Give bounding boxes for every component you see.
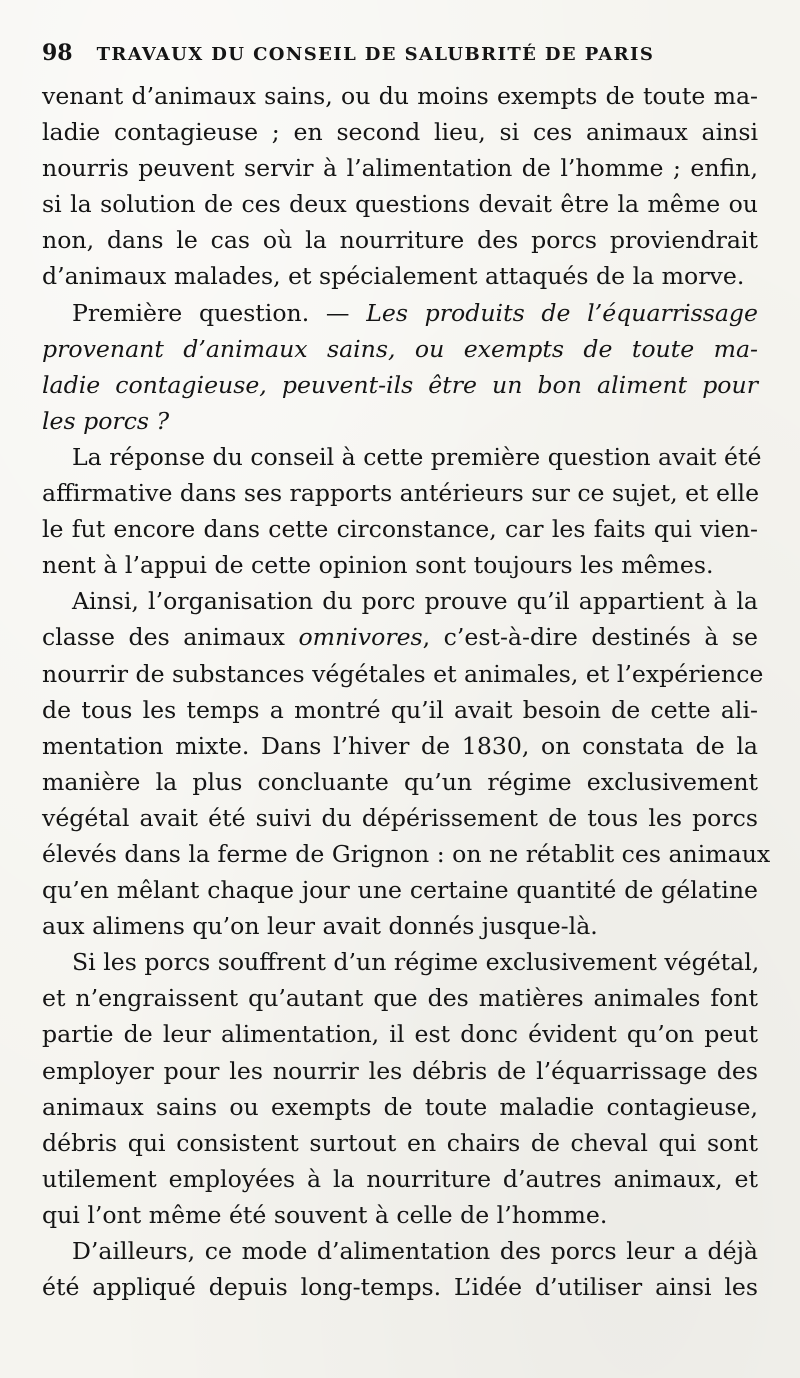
text-line: végétal avait été suivi du dépérissement de tous les porcs bbox=[42, 803, 758, 832]
text-line: manière la plus concluante qu’un régime exclusivement bbox=[42, 767, 758, 796]
text-line: non, dans le cas où la nourriture des porcs proviendrait bbox=[42, 226, 758, 255]
text-fragment: classe des animaux bbox=[42, 623, 299, 652]
text-line: D’ailleurs, ce mode d’alimentation des porcs leur a déjà bbox=[72, 1237, 758, 1265]
body-text bbox=[42, 78, 771, 1305]
text-line: nent à l’appui de cette opinion sont toujours les mêmes. bbox=[42, 551, 714, 580]
question-label: Première question. — bbox=[72, 298, 367, 327]
text-line: La réponse du conseil à cette première question avait été bbox=[72, 442, 762, 471]
text-line: mentation mixte. Dans l’hiver de 1830, on constata de la bbox=[42, 731, 758, 760]
text-line: animaux sains ou exempts de toute maladie contagieuse, bbox=[42, 1092, 758, 1121]
text-line: Ainsi, l’organisation du porc prouve qu’il appartient à la bbox=[72, 587, 758, 616]
text-line: d’animaux malades, et spécialement attaqués de la morve. bbox=[42, 262, 745, 291]
page-header bbox=[42, 40, 762, 80]
text-fragment: , c’est-à-dire destinés à se bbox=[422, 623, 758, 652]
text-line: venant d’animaux sains, ou du moins exempts de toute ma- bbox=[42, 82, 758, 110]
text-line: nourrir de substances végétales et animales, et l’expérience bbox=[42, 659, 764, 688]
page-number: 98 bbox=[42, 40, 73, 66]
question-line: provenant d’animaux sains, ou exempts de toute ma- bbox=[42, 334, 758, 363]
text-line: nourris peuvent servir à l’alimentation de l’homme ; enfin, bbox=[42, 154, 758, 183]
question-line: les porcs ? bbox=[42, 406, 170, 435]
text-line: si la solution de ces deux questions devait être la même ou bbox=[42, 190, 758, 219]
text-line: et n’engraissent qu’autant que des matières animales font bbox=[42, 984, 758, 1013]
text-line: aux alimens qu’on leur avait donnés jusque-là. bbox=[42, 912, 598, 941]
running-head: TRAVAUX DU CONSEIL DE SALUBRITÉ DE PARIS bbox=[96, 44, 655, 65]
question-italic: Les produits de l’équarrissage bbox=[366, 298, 758, 327]
question-line: ladie contagieuse, peuvent-ils être un bon aliment pour bbox=[42, 370, 758, 399]
text-line: débris qui consistent surtout en chairs de cheval qui sont bbox=[42, 1128, 758, 1157]
text-line: été appliqué depuis long-temps. L’idée d’utiliser ainsi les bbox=[42, 1273, 758, 1302]
question-heading-line bbox=[42, 295, 758, 331]
omnivores-italic: omnivores bbox=[298, 623, 423, 652]
text-line: partie de leur alimentation, il est donc évident qu’on peut bbox=[42, 1020, 758, 1049]
text-line: Si les porcs souffrent d’un régime exclusivement végétal, bbox=[72, 948, 760, 977]
text-line: affirmative dans ses rapports antérieurs sur ce sujet, et elle bbox=[42, 479, 760, 508]
text-line-omnivores bbox=[42, 619, 758, 655]
text-line: ladie contagieuse ; en second lieu, si ces animaux ainsi bbox=[42, 118, 758, 147]
text-line: employer pour les nourrir les débris de l’équarrissage des bbox=[42, 1056, 758, 1085]
text-line: le fut encore dans cette circonstance, car les faits qui vien- bbox=[42, 515, 758, 544]
text-line: utilement employées à la nourriture d’autres animaux, et bbox=[42, 1164, 758, 1193]
text-line: qu’en mêlant chaque jour une certaine quantité de gélatine bbox=[42, 876, 758, 905]
text-line: qui l’ont même été souvent à celle de l’homme. bbox=[42, 1200, 608, 1229]
text-line: élevés dans la ferme de Grignon : on ne rétablit ces animaux bbox=[42, 839, 771, 868]
text-line: de tous les temps a montré qu’il avait besoin de cette ali- bbox=[42, 695, 758, 724]
